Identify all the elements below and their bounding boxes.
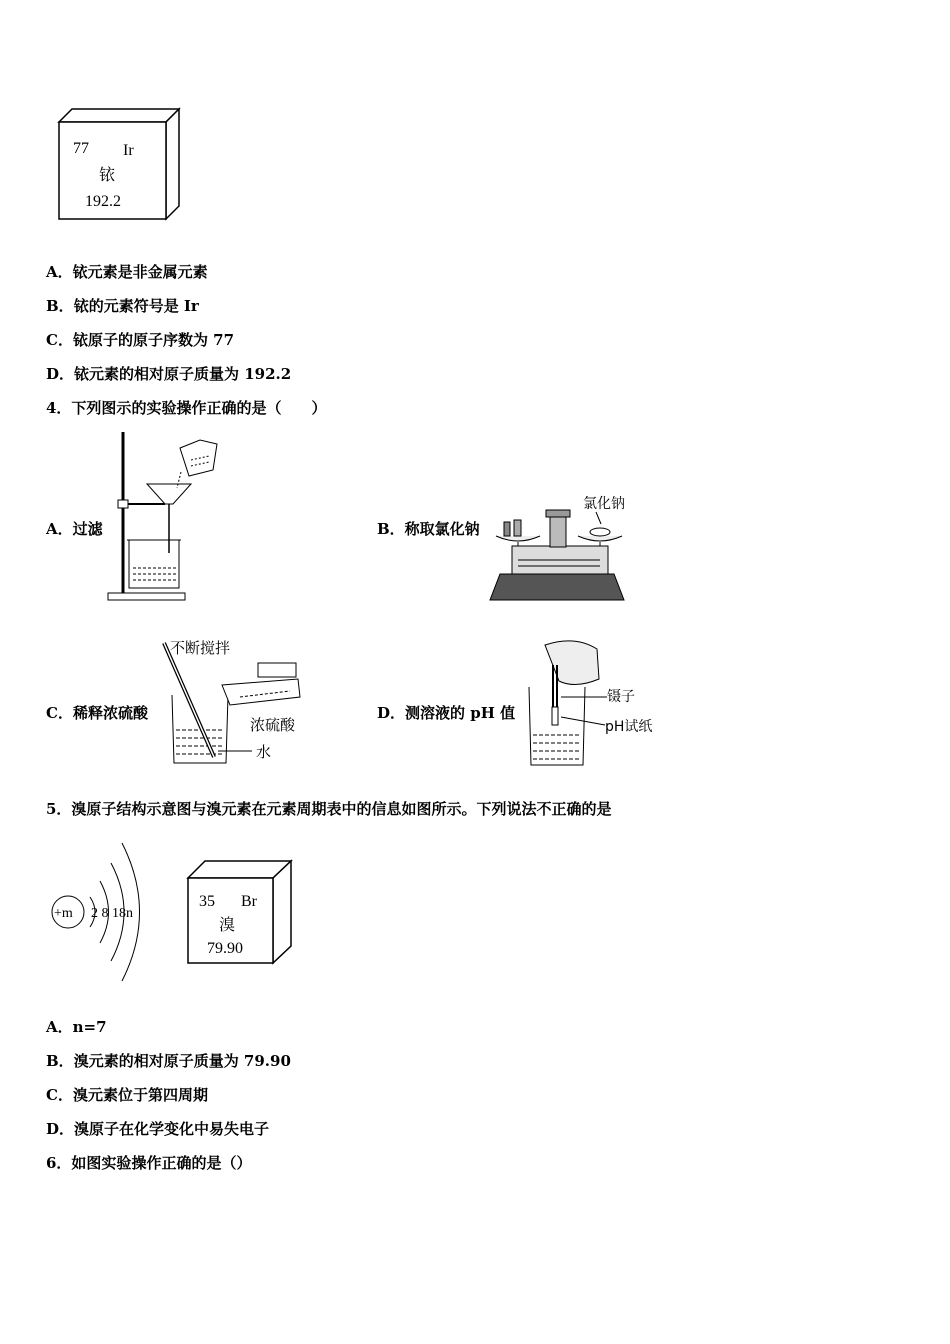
ir-number: 77	[73, 140, 89, 157]
q3-option-b: B．铱的元素符号是 Ir	[46, 297, 199, 315]
br-symbol: Br	[241, 893, 257, 910]
bromine-atom-structure	[45, 835, 160, 985]
br-number: 35	[199, 893, 215, 910]
br-name: 溴	[219, 915, 236, 934]
ph-test-figure	[525, 635, 660, 770]
q5-option-b: B．溴元素的相对原子质量为 79.90	[46, 1052, 291, 1070]
q3-option-a: A．铱元素是非金属元素	[46, 263, 208, 281]
electron-shells: 2 8 18n	[91, 906, 133, 921]
stir-label: 不断搅拌	[170, 639, 231, 657]
sodium-chloride-label: 氯化钠	[583, 496, 625, 512]
q3-option-c: C．铱原子的原子序数为 77	[46, 331, 235, 349]
tweezers-label: 镊子	[607, 689, 635, 705]
q4-option-c: C．稀释浓硫酸	[46, 704, 148, 722]
br-mass: 79.90	[207, 940, 243, 957]
filtration-figure	[105, 428, 230, 603]
bromine-element-cell	[185, 858, 295, 966]
q4-option-d: D．测溶液的 pH 值	[377, 704, 516, 722]
q4-option-b: B．称取氯化钠	[377, 520, 480, 538]
nucleus-charge: +m	[54, 906, 73, 921]
dilute-acid-figure	[158, 635, 308, 770]
ir-name: 铱	[99, 165, 116, 184]
q4-option-a: A．过滤	[46, 520, 103, 538]
iridium-element-cell	[55, 105, 185, 225]
water-label: 水	[256, 743, 272, 761]
q5-option-a: A．n=7	[46, 1018, 107, 1036]
q5-option-d: D．溴原子在化学变化中易失电子	[46, 1120, 270, 1138]
q6-stem: 6．如图实验操作正确的是（）	[46, 1154, 252, 1172]
ir-mass: 192.2	[85, 193, 121, 210]
q4-stem: 4．下列图示的实验操作正确的是（ ）	[46, 399, 327, 417]
q5-stem: 5．溴原子结构示意图与溴元素在元素周期表中的信息如图所示。下列说法不正确的是	[46, 800, 612, 818]
q3-option-d: D．铱元素的相对原子质量为 192.2	[46, 365, 292, 383]
weighing-balance-figure	[488, 488, 648, 603]
ir-symbol: Ir	[123, 142, 134, 159]
q5-option-c: C．溴元素位于第四周期	[46, 1086, 208, 1104]
ph-paper-label: pH试纸	[605, 719, 653, 735]
conc-acid-label: 浓硫酸	[250, 716, 296, 734]
